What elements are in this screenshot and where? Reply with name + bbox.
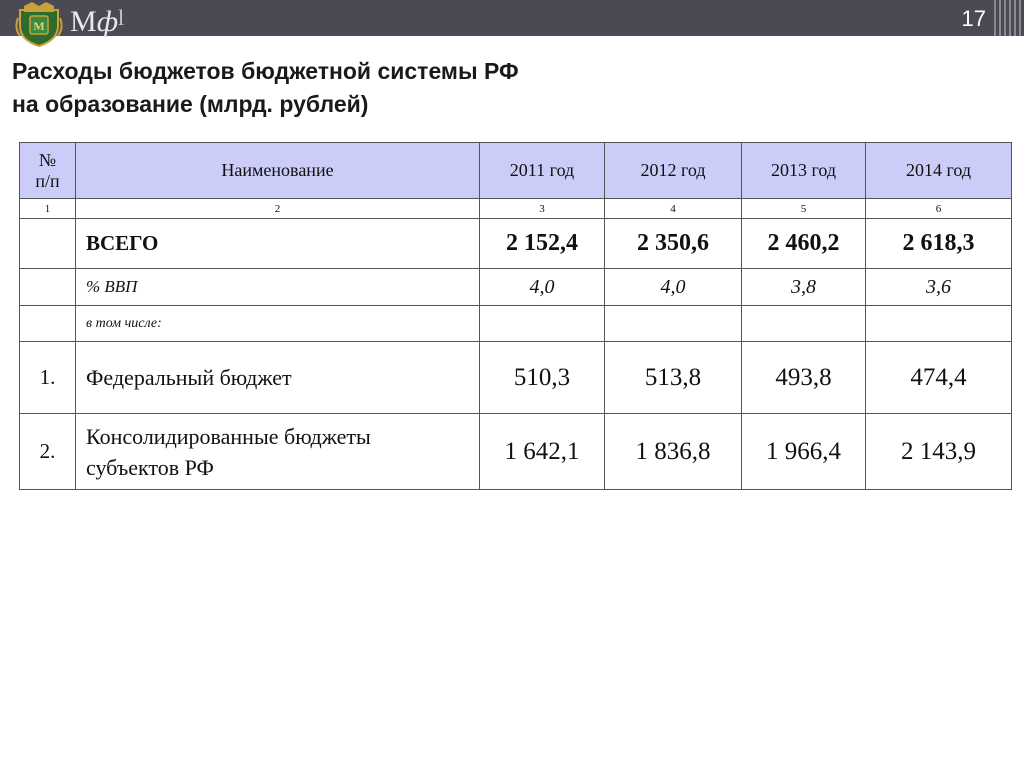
value-2012 [605, 306, 742, 342]
row-index: 2. [20, 414, 76, 490]
row-name-line-2: субъектов РФ [86, 454, 214, 480]
brand-mark [70, 2, 124, 38]
header-2014: 2014 год [866, 143, 1012, 199]
value-2011: 4,0 [480, 269, 605, 306]
top-bar [0, 0, 1024, 36]
value-2012: 4,0 [605, 269, 742, 306]
table-row-including [20, 306, 1012, 342]
title-line-2: на образование (млрд. рублей) [12, 91, 369, 117]
brand-letter: М [70, 5, 97, 38]
value-2014: 2 143,9 [866, 414, 1012, 490]
value-2014: 3,6 [866, 269, 1012, 306]
column-number: 2 [76, 199, 480, 219]
column-number: 1 [20, 199, 76, 219]
value-2013: 1 966,4 [742, 414, 866, 490]
value-2013: 493,8 [742, 342, 866, 414]
row-index: 1. [20, 342, 76, 414]
brand-italic-letter: ф [96, 5, 118, 38]
row-name: ВСЕГО [76, 219, 480, 269]
value-2013: 2 460,2 [742, 219, 866, 269]
row-name [76, 414, 480, 490]
header-2011: 2011 год [480, 143, 605, 199]
page-title [12, 55, 912, 121]
value-2012: 1 836,8 [605, 414, 742, 490]
ministry-emblem-icon [14, 0, 64, 48]
column-number: 4 [605, 199, 742, 219]
row-index [20, 219, 76, 269]
brand-bar: l [118, 5, 125, 30]
value-2012: 2 350,6 [605, 219, 742, 269]
svg-text:М: М [33, 19, 45, 33]
value-2013 [742, 306, 866, 342]
table-row-gdp-share [20, 269, 1012, 306]
value-2014: 2 618,3 [866, 219, 1012, 269]
column-number: 3 [480, 199, 605, 219]
value-2011 [480, 306, 605, 342]
column-number: 5 [742, 199, 866, 219]
title-line-1: Расходы бюджетов бюджетной системы РФ [12, 58, 519, 84]
header-number-line-2: п/п [35, 170, 60, 191]
page-number: 17 [961, 6, 986, 31]
value-2011: 1 642,1 [480, 414, 605, 490]
value-2014: 474,4 [866, 342, 1012, 414]
value-2013: 3,8 [742, 269, 866, 306]
header-number [20, 143, 76, 199]
row-name: % ВВП [76, 269, 480, 306]
row-name-line-1: Консолидированные бюджеты [86, 423, 371, 449]
value-2012: 513,8 [605, 342, 742, 414]
header-2013: 2013 год [742, 143, 866, 199]
value-2011: 2 152,4 [480, 219, 605, 269]
column-number-row [20, 199, 1012, 219]
decorative-stripes [994, 0, 1024, 36]
row-index [20, 306, 76, 342]
column-number: 6 [866, 199, 1012, 219]
value-2014 [866, 306, 1012, 342]
table-header-row [20, 143, 1012, 199]
table-row-total [20, 219, 1012, 269]
value-2011: 510,3 [480, 342, 605, 414]
header-2012: 2012 год [605, 143, 742, 199]
education-spending-table [19, 142, 1012, 490]
header-name: Наименование [76, 143, 480, 199]
table-row-regional [20, 414, 1012, 490]
row-name: в том числе: [76, 306, 480, 342]
row-name: Федеральный бюджет [76, 342, 480, 414]
header-number-line-1: № [38, 149, 57, 170]
table-row-federal [20, 342, 1012, 414]
row-index [20, 269, 76, 306]
